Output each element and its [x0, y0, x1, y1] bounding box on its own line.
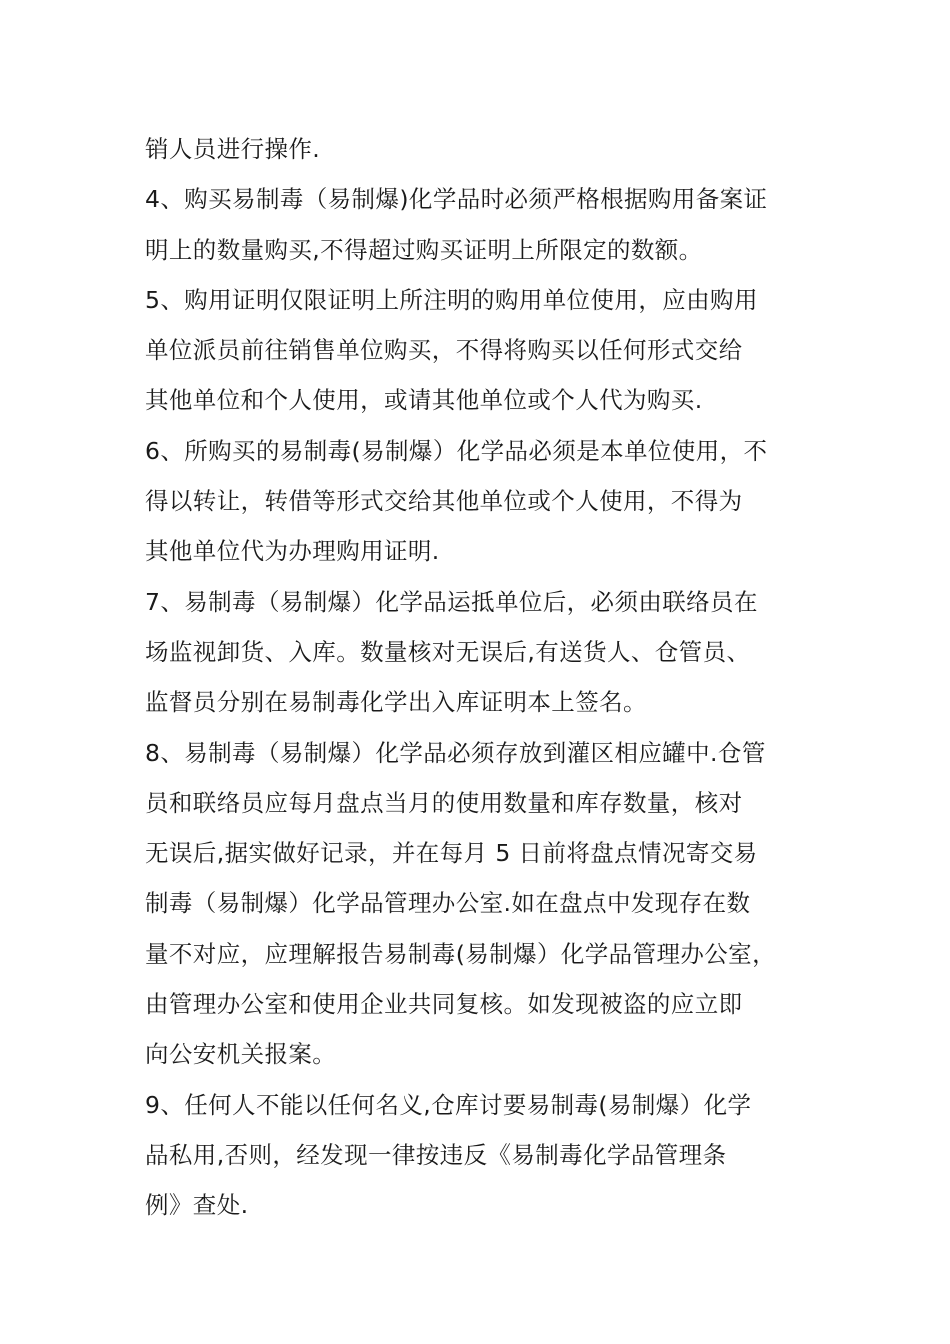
text-line: 5、购用证明仅限证明上所注明的购用单位使用，应由购用: [145, 285, 758, 314]
text-line: 7、易制毒（易制爆）化学品运抵单位后，必须由联络员在: [145, 587, 758, 616]
document-page: [145, 124, 815, 1231]
text-line: 其他单位代为办理购用证明.: [145, 537, 440, 566]
text-line: 制毒（易制爆）化学品管理办公室.如在盘点中发现存在数: [145, 889, 751, 918]
text-line: 得以转让，转借等形式交给其他单位或个人使用，不得为: [145, 487, 743, 516]
text-line: 其他单位和个人使用，或请其他单位或个人代为购买.: [145, 386, 703, 415]
text-line: 6、所购买的易制毒(易制爆）化学品必须是本单位使用，不: [145, 436, 768, 465]
text-line: 4、购买易制毒（易制爆)化学品时必须严格根据购用备案证: [145, 185, 768, 214]
text-line: 销人员进行操作.: [145, 135, 321, 163]
text-line: 明上的数量购买,不得超过购买证明上所限定的数额。: [145, 235, 703, 264]
text-line: 9、任何人不能以任何名义,仓库讨要易制毒(易制爆）化学: [145, 1090, 752, 1119]
text-line: 单位派员前往销售单位购买，不得将购买以任何形式交给: [145, 336, 743, 365]
text-line: 例》查处.: [145, 1191, 249, 1220]
text-line: 量不对应，应理解报告易制毒(易制爆）化学品管理办公室，: [145, 939, 776, 968]
text-line: 员和联络员应每月盘点当月的使用数量和库存数量，核对: [145, 788, 743, 817]
text-line: 向公安机关报案。: [145, 1040, 337, 1069]
text-line: 8、易制毒（易制爆）化学品必须存放到灌区相应罐中.仓管: [145, 738, 766, 767]
text-line: 场监视卸货、入库。数量核对无误后,有送货人、仓管员、: [145, 637, 751, 666]
text-line: 无误后,据实做好记录，并在每月 5 日前将盘点情况寄交易: [145, 839, 758, 868]
text-line: 监督员分别在易制毒化学出入库证明本上签名。: [145, 688, 647, 717]
text-line: 由管理办公室和使用企业共同复核。如发现被盗的应立即: [145, 990, 743, 1019]
text-line: 品私用,否则，经发现一律按违反《易制毒化学品管理条: [145, 1140, 727, 1169]
